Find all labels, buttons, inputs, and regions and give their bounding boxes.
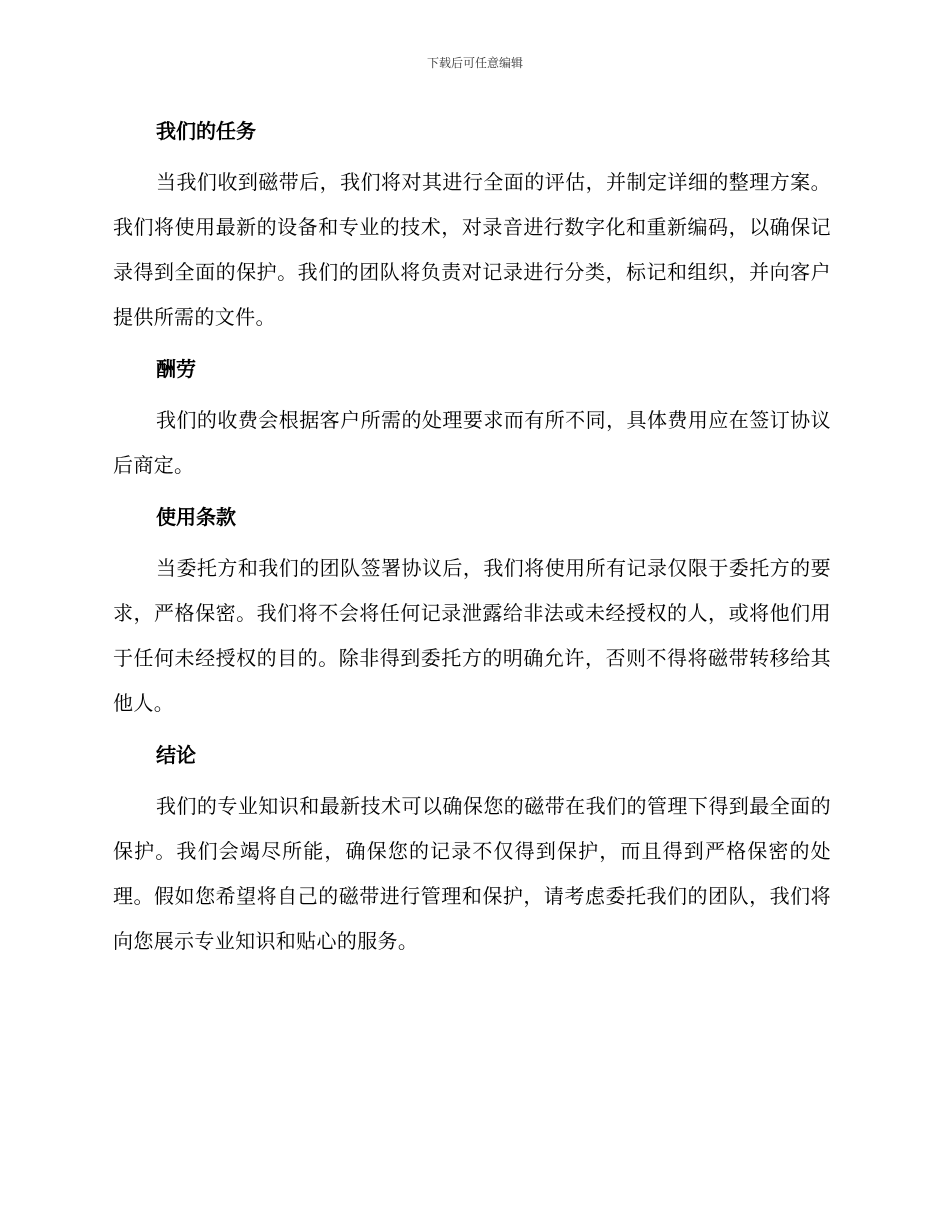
section-heading-conclusion: 结论 [156, 743, 196, 767]
section-heading-fees: 酬劳 [156, 357, 196, 381]
section-body-terms: 当委托方和我们的团队签署协议后，我们将使用所有记录仅限于委托方的要求，严格保密。我们将不会将任何记录泄露给非法或未经授权的人，或将他们用于任何未经授权的目的。除非得到委托方的明确允许，否则不得将磁带转移给其他人。 [113, 556, 831, 715]
section-body-fees: 我们的收费会根据客户所需的处理要求而有所不同，具体费用应在签订协议后商定。 [113, 408, 831, 477]
section-heading-mission: 我们的任务 [156, 119, 256, 143]
document-body [113, 109, 831, 971]
section-body-mission: 当我们收到磁带后，我们将对其进行全面的评估，并制定详细的整理方案。我们将使用最新的设备和专业的技术，对录音进行数字化和重新编码，以确保记录得到全面的保护。我们的团队将负责对记录进行分类，标记和组织，并向客户提供所需的文件。 [113, 170, 831, 329]
section-heading-terms: 使用条款 [156, 505, 236, 529]
page-header: 下载后可任意编辑 [426, 56, 523, 70]
section-body-conclusion: 我们的专业知识和最新技术可以确保您的磁带在我们的管理下得到最全面的保护。我们会竭尽所能，确保您的记录不仅得到保护，而且得到严格保密的处理。假如您希望将自己的磁带进行管理和保护，请考虑委托我们的团队，我们将向您展示专业知识和贴心的服务。 [113, 794, 831, 953]
